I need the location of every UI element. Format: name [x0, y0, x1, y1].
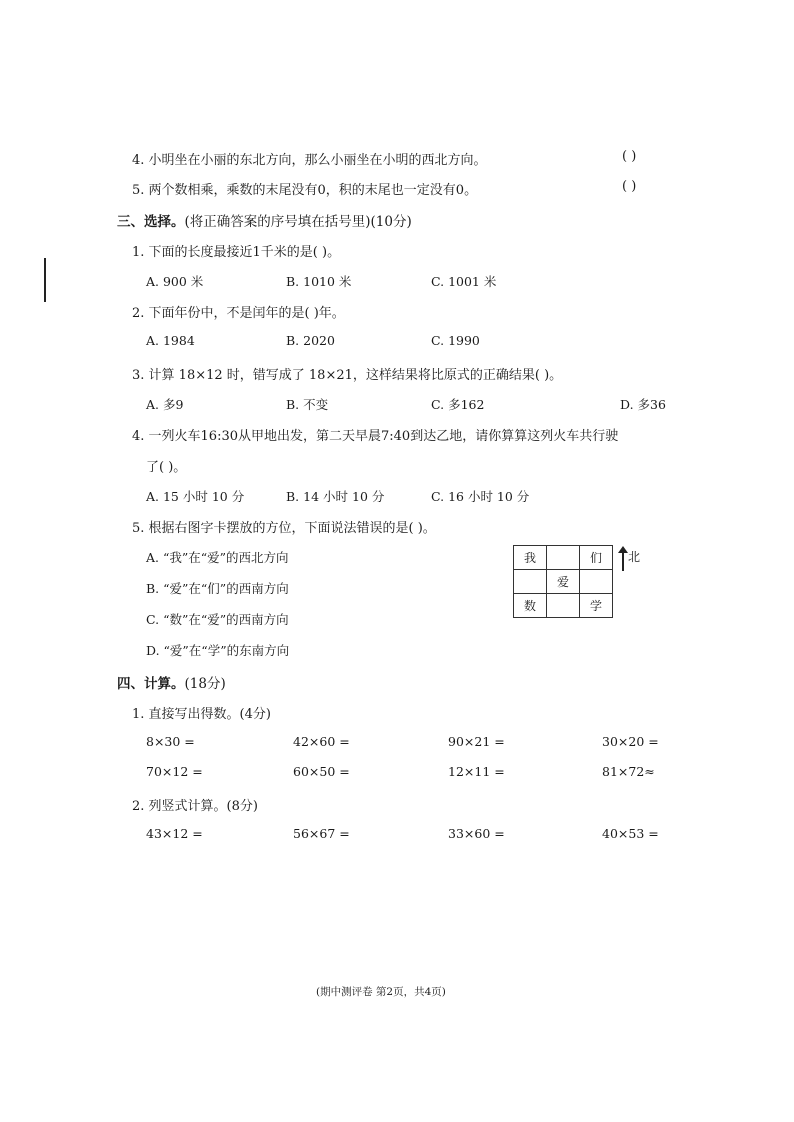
grid-cell [514, 570, 547, 594]
section-3-heading [117, 210, 412, 230]
grid-cell [547, 546, 580, 570]
calc-part-2: 2. 列竖式计算。(8分) [132, 799, 258, 814]
choice-q3-option-d[interactable]: D. 多36 [620, 397, 666, 412]
choice-q3-option-c[interactable]: C. 多162 [431, 397, 485, 412]
judge-item-5: 5. 两个数相乘，乘数的末尾没有0，积的末尾也一定没有0。 [132, 183, 478, 198]
calc-problem[interactable]: 8×30 = [146, 734, 195, 749]
calc-problem[interactable]: 90×21 = [448, 734, 505, 749]
section-4-title: 四、计算。 [117, 676, 185, 692]
section-3-title: 三、选择。 [117, 214, 185, 230]
character-card-grid [513, 545, 613, 618]
margin-mark [44, 258, 46, 302]
calc-problem[interactable]: 81×72≈ [602, 764, 655, 779]
choice-q2-option-a[interactable]: A. 1984 [146, 333, 195, 348]
choice-q3-option-b[interactable]: B. 不变 [286, 397, 329, 412]
calc-problem[interactable]: 30×20 = [602, 734, 659, 749]
choice-q4-option-b[interactable]: B. 14 小时 10 分 [286, 489, 385, 504]
calc-problem[interactable]: 56×67 = [293, 826, 350, 841]
choice-q1: 1. 下面的长度最接近1千米的是( )。 [132, 245, 341, 260]
choice-q4-line1: 4. 一列火车16:30从甲地出发，第二天早晨7:40到达乙地，请你算算这列火车共行驶 [132, 429, 619, 444]
calc-problem[interactable]: 12×11 = [448, 764, 505, 779]
choice-q5-option-b[interactable]: B. “爱”在“们”的西南方向 [146, 581, 289, 596]
calc-problem[interactable]: 40×53 = [602, 826, 659, 841]
grid-cell: 爱 [547, 570, 580, 594]
choice-q5-option-d[interactable]: D. “爱”在“学”的东南方向 [146, 643, 290, 658]
grid-cell: 我 [514, 546, 547, 570]
section-3-note: (将正确答案的序号填在括号里)(10分) [184, 214, 412, 230]
calc-problem[interactable]: 42×60 = [293, 734, 350, 749]
choice-q5-option-a[interactable]: A. “我”在“爱”的西北方向 [146, 550, 289, 565]
grid-cell [580, 570, 613, 594]
section-4-heading [117, 672, 226, 692]
choice-q2-option-c[interactable]: C. 1990 [431, 333, 480, 348]
choice-q2-option-b[interactable]: B. 2020 [286, 333, 335, 348]
grid-cell: 们 [580, 546, 613, 570]
choice-q1-option-a[interactable]: A. 900 米 [146, 274, 204, 289]
choice-q1-option-c[interactable]: C. 1001 米 [431, 274, 497, 289]
grid-cell: 数 [514, 594, 547, 618]
choice-q1-option-b[interactable]: B. 1010 米 [286, 274, 352, 289]
calc-part-1: 1. 直接写出得数。(4分) [132, 707, 271, 722]
judge-item-4: 4. 小明坐在小丽的东北方向，那么小丽坐在小明的西北方向。 [132, 153, 487, 168]
calc-problem[interactable]: 43×12 = [146, 826, 203, 841]
choice-q5: 5. 根据右图字卡摆放的方位，下面说法错误的是( )。 [132, 521, 436, 536]
calc-problem[interactable]: 33×60 = [448, 826, 505, 841]
grid-cell [547, 594, 580, 618]
choice-q5-option-c[interactable]: C. “数”在“爱”的西南方向 [146, 612, 289, 627]
choice-q3-option-a[interactable]: A. 多9 [146, 397, 184, 412]
grid-cell: 学 [580, 594, 613, 618]
answer-paren[interactable]: ( ) [622, 149, 637, 164]
north-arrow-shaft [622, 551, 624, 571]
choice-q3: 3. 计算 18×12 时，错写成了 18×21，这样结果将比原式的正确结果( )。 [132, 368, 563, 383]
north-label: 北 [628, 550, 641, 564]
page-footer: (期中测评卷 第2页，共4页) [316, 986, 446, 998]
choice-q4-line2: 了( )。 [146, 460, 187, 475]
choice-q4-option-a[interactable]: A. 15 小时 10 分 [146, 489, 245, 504]
choice-q4-option-c[interactable]: C. 16 小时 10 分 [431, 489, 530, 504]
choice-q2: 2. 下面年份中，不是闰年的是( )年。 [132, 306, 345, 321]
section-4-note: (18分) [184, 676, 226, 692]
calc-problem[interactable]: 60×50 = [293, 764, 350, 779]
calc-problem[interactable]: 70×12 = [146, 764, 203, 779]
answer-paren[interactable]: ( ) [622, 179, 637, 194]
